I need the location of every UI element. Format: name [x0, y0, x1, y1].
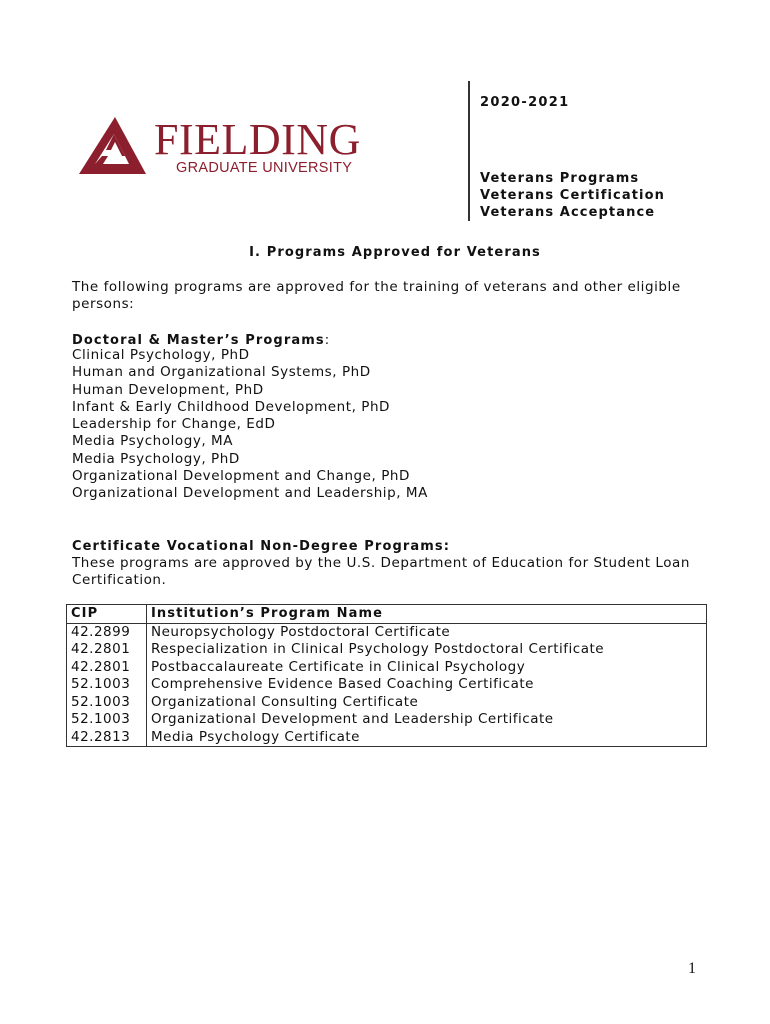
- program-cell: Neuropsychology Postdoctoral Certificate: [147, 623, 707, 641]
- table-row: [67, 694, 707, 712]
- program-cell: Respecialization in Clinical Psychology Postdoctoral Certificate: [147, 641, 707, 659]
- doctoral-program-list: [72, 347, 428, 503]
- header-topics: [480, 170, 665, 222]
- table-row: [67, 729, 707, 747]
- certificate-description: These programs are approved by the U.S. Department of Education for Student Loan Certification.: [72, 555, 690, 589]
- table-row: [67, 676, 707, 694]
- cip-cell: 52.1003: [67, 711, 147, 729]
- program-cell: Organizational Development and Leadership Certificate: [147, 711, 707, 729]
- column-header-cip: CIP: [67, 605, 147, 624]
- cip-cell: 42.2899: [67, 623, 147, 641]
- program-cell: Media Psychology Certificate: [147, 729, 707, 747]
- list-item: Media Psychology, MA: [72, 433, 234, 450]
- page-number: 1: [688, 960, 696, 977]
- intro-paragraph: The following programs are approved for the training of veterans and other eligible persons:: [72, 279, 681, 313]
- cip-cell: 42.2801: [67, 641, 147, 659]
- list-item: Organizational Development and Change, PhD: [72, 468, 410, 485]
- list-item: Leadership for Change, EdD: [72, 416, 276, 433]
- section-title: I. Programs Approved for Veterans: [249, 245, 541, 260]
- table-row: [67, 623, 707, 641]
- program-cell: Comprehensive Evidence Based Coaching Certificate: [147, 676, 707, 694]
- list-item: Clinical Psychology, PhD: [72, 347, 250, 363]
- list-item: Infant & Early Childhood Development, PhD: [72, 398, 391, 415]
- cip-cell: 52.1003: [67, 676, 147, 694]
- header-divider: [468, 81, 470, 221]
- certificate-heading: Certificate Vocational Non-Degree Programs:: [72, 539, 451, 554]
- header-topic: Veterans Acceptance: [480, 205, 656, 221]
- program-cell: Organizational Consulting Certificate: [147, 694, 707, 712]
- cip-cell: 52.1003: [67, 694, 147, 712]
- triangle-logo-icon: [78, 116, 148, 176]
- column-header-program: Institution’s Program Name: [147, 605, 707, 624]
- academic-year: 2020-2021: [480, 95, 570, 110]
- logo-wordmark: FIELDING: [154, 115, 361, 164]
- table-header-row: [67, 605, 707, 624]
- cip-cell: 42.2801: [67, 659, 147, 677]
- table-row: [67, 659, 707, 677]
- list-item: Human Development, PhD: [72, 381, 264, 398]
- logo-subtitle: GRADUATE UNIVERSITY: [176, 160, 353, 176]
- certificate-table: [66, 604, 707, 747]
- header-topic: Veterans Certification: [480, 188, 665, 204]
- table-row: [67, 641, 707, 659]
- table-row: [67, 711, 707, 729]
- list-item: Human and Organizational Systems, PhD: [72, 364, 371, 381]
- header-topic: Veterans Programs: [480, 171, 640, 186]
- cip-cell: 42.2813: [67, 729, 147, 747]
- program-cell: Postbaccalaureate Certificate in Clinical Psychology: [147, 659, 707, 677]
- fielding-logo: [78, 116, 368, 176]
- list-item: Organizational Development and Leadership, MA: [72, 485, 428, 502]
- list-item: Media Psychology, PhD: [72, 450, 240, 467]
- doctoral-heading: Doctoral & Master’s Programs:: [72, 333, 331, 348]
